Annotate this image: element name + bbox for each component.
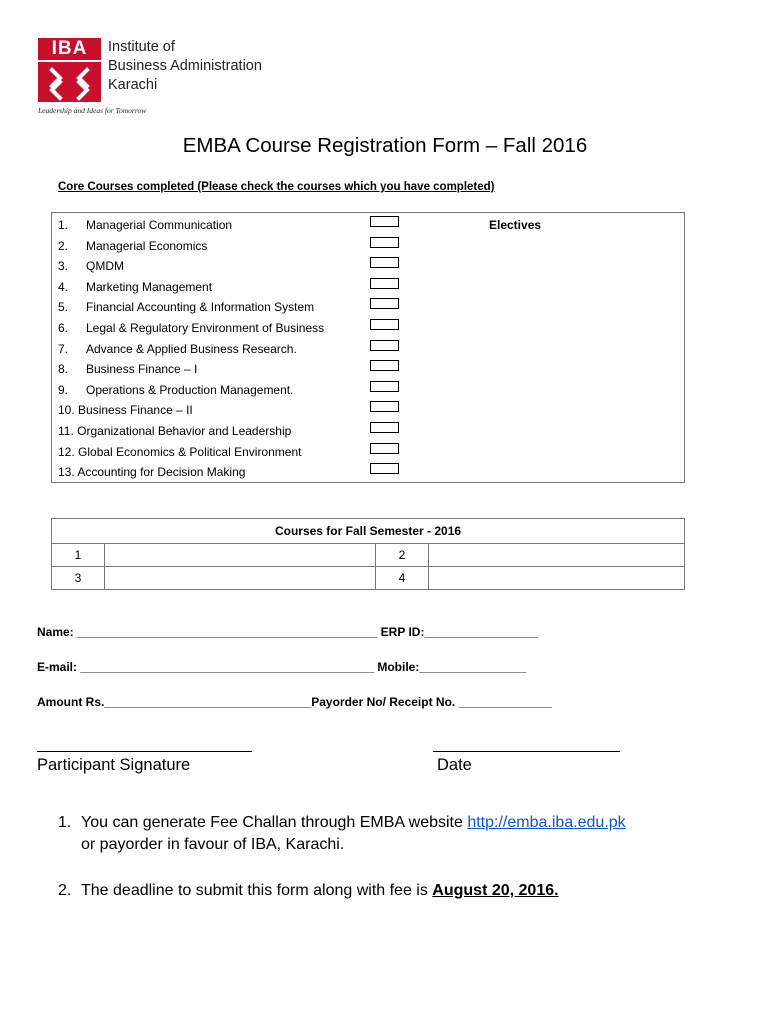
core-course-item [58, 465, 245, 479]
name-erp-field[interactable]: Name: _____________________________________________ ERP ID:_________________ [37, 625, 538, 639]
course-completed-checkbox[interactable] [370, 401, 399, 412]
emba-website-link[interactable]: http://emba.iba.edu.pk [467, 814, 626, 831]
course-completed-checkbox[interactable] [370, 237, 399, 248]
course-name: Managerial Communication [86, 218, 233, 232]
institute-line-1: Institute of [108, 39, 175, 55]
instruction-text: You can generate Fee Challan through EMBA website [81, 814, 468, 831]
course-completed-checkbox[interactable] [370, 381, 399, 392]
instructions-list [58, 812, 698, 926]
course-name: Managerial Economics [86, 238, 208, 253]
course-number: 8. [58, 362, 69, 377]
core-course-item [58, 300, 314, 314]
slot-number: 1 [52, 544, 105, 567]
course-completed-checkbox[interactable] [370, 360, 399, 371]
course-completed-checkbox[interactable] [370, 257, 399, 268]
course-name: Business Finance – I [86, 362, 198, 377]
core-course-item [58, 383, 293, 397]
deadline-date: August 20, 2016. [432, 882, 559, 899]
institute-line-2: Business Administration [108, 58, 262, 74]
core-course-item [58, 218, 232, 232]
course-completed-checkbox[interactable] [370, 340, 399, 351]
instruction-number: 2. [58, 882, 72, 899]
course-entry-field[interactable] [429, 567, 685, 590]
core-course-item [58, 321, 324, 335]
course-number: 5. [58, 300, 69, 315]
course-name: Business Finance – II [78, 403, 193, 418]
instruction-item [58, 812, 698, 856]
course-number: 12. [58, 444, 75, 459]
course-completed-checkbox[interactable] [370, 422, 399, 433]
course-number: 10. [58, 403, 75, 418]
email-mobile-field[interactable]: E-mail: ____________________________________________ Mobile:________________ [37, 660, 527, 674]
course-completed-checkbox[interactable] [370, 216, 399, 227]
core-course-item [58, 342, 297, 356]
course-number: 11. [58, 424, 74, 438]
course-entry-field[interactable] [105, 567, 376, 590]
participant-signature-label: Participant Signature [37, 756, 191, 774]
instruction-text: The deadline to submit this form along with fee is [81, 882, 433, 899]
course-number: 2. [58, 238, 69, 253]
course-completed-checkbox[interactable] [370, 278, 399, 289]
core-course-item [58, 259, 124, 273]
course-number: 1. [58, 218, 69, 232]
instruction-number: 1. [58, 814, 72, 831]
slot-number: 4 [376, 567, 429, 590]
participant-signature-line[interactable] [37, 751, 252, 752]
slot-number: 3 [52, 567, 105, 590]
course-number: 13. [58, 465, 75, 480]
core-course-item [58, 362, 197, 376]
course-number: 6. [58, 321, 69, 335]
fall-courses-table [51, 518, 685, 590]
core-course-item [58, 239, 207, 253]
course-completed-checkbox[interactable] [370, 443, 399, 454]
course-number: 7. [58, 341, 69, 356]
institute-line-3: Karachi [108, 77, 158, 93]
core-course-item [58, 445, 301, 459]
course-name: QMDM [86, 259, 124, 274]
course-name: Marketing Management [86, 279, 213, 294]
core-course-item [58, 424, 291, 438]
course-number: 3. [58, 259, 69, 274]
institute-name [108, 38, 318, 95]
amount-payorder-field[interactable]: Amount Rs._______________________________Payorder No/ Receipt No. ______________ [37, 695, 553, 709]
course-name: Accounting for Decision Making [77, 465, 246, 480]
fall-courses-heading: Courses for Fall Semester - 2016 [52, 519, 685, 544]
core-course-item [58, 403, 193, 417]
course-completed-checkbox[interactable] [370, 319, 399, 330]
course-entry-field[interactable] [429, 544, 685, 567]
course-name: Organizational Behavior and Leadership [77, 424, 292, 438]
date-label: Date [437, 756, 472, 774]
logo-tagline: Leadership and Ideas for Tomorrow [38, 106, 147, 115]
instruction-text-tail: or payorder in favour of IBA, Karachi. [81, 836, 345, 853]
logo-wordmark: IBA [38, 38, 101, 60]
course-completed-checkbox[interactable] [370, 463, 399, 474]
course-entry-field[interactable] [105, 544, 376, 567]
course-number: 9. [58, 382, 69, 397]
core-courses-heading: Core Courses completed (Please check the courses which you have completed) [58, 181, 495, 193]
course-number: 4. [58, 279, 69, 294]
course-name: Legal & Regulatory Environment of Business [86, 321, 325, 335]
course-name: Operations & Production Management. [86, 382, 294, 397]
form-title: EMBA Course Registration Form – Fall 2016 [182, 134, 588, 157]
core-course-item [58, 280, 212, 294]
course-name: Global Economics & Political Environment [78, 444, 302, 459]
date-line[interactable] [433, 751, 620, 752]
course-name: Advance & Applied Business Research. [86, 341, 297, 356]
logo-emblem-icon [38, 62, 101, 102]
electives-label: Electives [489, 218, 542, 232]
core-courses-table [51, 212, 685, 483]
course-completed-checkbox[interactable] [370, 298, 399, 309]
course-name: Financial Accounting & Information System [86, 300, 315, 315]
instruction-item [58, 880, 698, 902]
slot-number: 2 [376, 544, 429, 567]
